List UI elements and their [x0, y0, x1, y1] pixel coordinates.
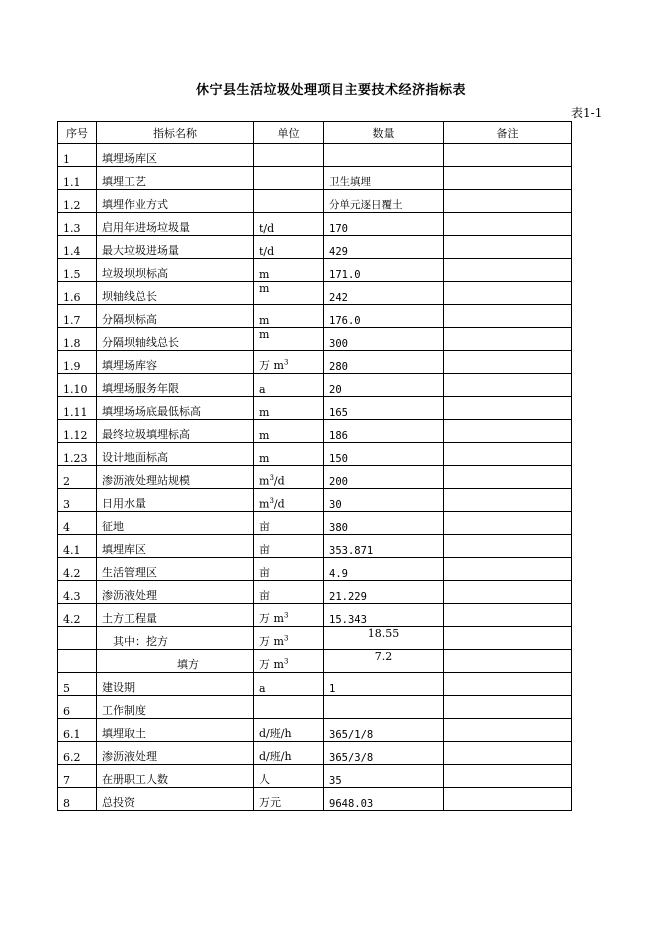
row-note: [444, 213, 572, 236]
table-row: [58, 466, 572, 489]
table-row: [58, 305, 572, 328]
row-quantity: 35: [324, 765, 444, 788]
table-row: [58, 328, 572, 351]
row-quantity: [324, 696, 444, 719]
table-row: [58, 650, 572, 673]
row-quantity: 20: [324, 374, 444, 397]
row-indicator-name: 填方: [97, 650, 254, 673]
row-note: [444, 512, 572, 535]
row-unit: 亩: [254, 512, 324, 535]
table-number: 表1-1: [571, 106, 603, 120]
row-unit: t/d: [254, 236, 324, 259]
row-indicator-name: 生活管理区: [97, 558, 254, 581]
row-note: [444, 535, 572, 558]
row-note: [444, 305, 572, 328]
page-title: 休宁县生活垃圾处理项目主要技术经济指标表: [195, 83, 466, 98]
row-quantity: 380: [324, 512, 444, 535]
row-indicator-name: 征地: [97, 512, 254, 535]
row-note: [444, 328, 572, 351]
header-qty: 数量: [324, 122, 444, 144]
row-quantity: 353.871: [324, 535, 444, 558]
row-unit: d/班/h: [254, 742, 324, 765]
row-number: 6.2: [58, 742, 97, 765]
row-unit: a: [254, 673, 324, 696]
table-row: [58, 512, 572, 535]
table-row: [58, 282, 572, 305]
row-unit: 亩: [254, 581, 324, 604]
row-number: 8: [58, 788, 97, 811]
row-indicator-name: 填埋库区: [97, 535, 254, 558]
row-quantity: 分单元逐日覆土: [324, 190, 444, 213]
row-unit: t/d: [254, 213, 324, 236]
table-row: [58, 420, 572, 443]
table-row: [58, 788, 572, 811]
row-indicator-name: 渗沥液处理: [97, 742, 254, 765]
row-indicator-name: 填埋取土: [97, 719, 254, 742]
row-indicator-name: 工作制度: [97, 696, 254, 719]
row-number: 1.2: [58, 190, 97, 213]
row-unit: [254, 190, 324, 213]
table-header-row: [58, 122, 572, 144]
row-quantity: 150: [324, 443, 444, 466]
row-indicator-name: 填埋场库容: [97, 351, 254, 374]
row-note: [444, 489, 572, 512]
table-row: [58, 765, 572, 788]
row-note: [444, 443, 572, 466]
row-note: [444, 765, 572, 788]
row-number: 4.3: [58, 581, 97, 604]
row-note: [444, 236, 572, 259]
row-number: 2: [58, 466, 97, 489]
row-note: [444, 650, 572, 673]
row-quantity: 30: [324, 489, 444, 512]
row-number: 1.6: [58, 282, 97, 305]
unit-superscript: 3: [283, 611, 289, 620]
table-row: [58, 535, 572, 558]
row-number: 1.9: [58, 351, 97, 374]
table-row: [58, 673, 572, 696]
row-note: [444, 604, 572, 627]
row-note: [444, 282, 572, 305]
table-row: [58, 144, 572, 167]
unit-superscript: 3: [283, 634, 289, 643]
row-note: [444, 742, 572, 765]
row-quantity: 365/1/8: [324, 719, 444, 742]
row-number: [58, 650, 97, 673]
row-indicator-name: 日用水量: [97, 489, 254, 512]
table-row: [58, 397, 572, 420]
row-number: 4.2: [58, 558, 97, 581]
row-number: 1: [58, 144, 97, 167]
row-indicator-name: 填埋工艺: [97, 167, 254, 190]
row-indicator-name: 填埋场服务年限: [97, 374, 254, 397]
row-quantity: 18.55: [324, 627, 444, 650]
unit-superscript: 3: [269, 474, 274, 483]
table-row: [58, 190, 572, 213]
row-unit: 亩: [254, 535, 324, 558]
row-number: 1.10: [58, 374, 97, 397]
row-number: 1.5: [58, 259, 97, 282]
row-quantity: 21.229: [324, 581, 444, 604]
row-unit: 万元: [254, 788, 324, 811]
row-quantity: 171.0: [324, 259, 444, 282]
row-indicator-name: 分隔坝轴线总长: [97, 328, 254, 351]
row-indicator-name: 启用年进场垃圾量: [97, 213, 254, 236]
row-note: [444, 259, 572, 282]
header-name: 指标名称: [97, 122, 254, 144]
table-row: [58, 604, 572, 627]
row-number: 4.1: [58, 535, 97, 558]
table-row: [58, 489, 572, 512]
row-unit: [254, 167, 324, 190]
row-quantity: 429: [324, 236, 444, 259]
row-note: [444, 788, 572, 811]
unit-superscript: 3: [283, 657, 289, 666]
row-unit: 万 $m^3$: [254, 650, 324, 673]
row-number: 1.7: [58, 305, 97, 328]
row-number: 6.1: [58, 719, 97, 742]
header-no: 序号: [58, 122, 97, 144]
row-indicator-name: 填埋场场底最低标高: [97, 397, 254, 420]
row-indicator-name: 土方工程量: [97, 604, 254, 627]
row-indicator-name: 设计地面标高: [97, 443, 254, 466]
row-number: 7: [58, 765, 97, 788]
table-row: [58, 351, 572, 374]
row-indicator-name: 渗沥液处理站规模: [97, 466, 254, 489]
row-indicator-name: 垃圾坝坝标高: [97, 259, 254, 282]
row-quantity: 1: [324, 673, 444, 696]
row-unit: [254, 696, 324, 719]
row-note: [444, 420, 572, 443]
row-note: [444, 696, 572, 719]
unit-superscript: 3: [269, 497, 274, 506]
row-indicator-name: 最大垃圾进场量: [97, 236, 254, 259]
row-number: 1.4: [58, 236, 97, 259]
table-row: [58, 627, 572, 650]
row-unit: a: [254, 374, 324, 397]
row-quantity: 165: [324, 397, 444, 420]
row-unit: $m^3/d$: [254, 489, 324, 512]
table-row: [58, 259, 572, 282]
row-number: 4.2: [58, 604, 97, 627]
row-note: [444, 190, 572, 213]
row-unit: m: [254, 328, 324, 351]
row-unit: m: [254, 397, 324, 420]
row-note: [444, 627, 572, 650]
row-number: 3: [58, 489, 97, 512]
row-quantity: 176.0: [324, 305, 444, 328]
row-unit: [254, 144, 324, 167]
row-unit: 万 $m^3$: [254, 351, 324, 374]
unit-suffix: /d: [273, 475, 285, 488]
row-note: [444, 719, 572, 742]
row-indicator-name: 最终垃圾填埋标高: [97, 420, 254, 443]
row-unit: m: [254, 305, 324, 328]
row-quantity: 200: [324, 466, 444, 489]
row-unit: 亩: [254, 558, 324, 581]
row-note: [444, 351, 572, 374]
row-quantity: 7.2: [324, 650, 444, 673]
row-quantity: 9648.03: [324, 788, 444, 811]
row-quantity: 242: [324, 282, 444, 305]
row-number: 4: [58, 512, 97, 535]
row-number: 5: [58, 673, 97, 696]
row-indicator-name: 填埋作业方式: [97, 190, 254, 213]
row-number: 1.1: [58, 167, 97, 190]
row-unit: m: [254, 443, 324, 466]
row-unit: m: [254, 259, 324, 282]
indicator-table: [57, 121, 572, 811]
row-note: [444, 167, 572, 190]
table-row: [58, 236, 572, 259]
table-row: [58, 558, 572, 581]
row-unit: m: [254, 282, 324, 305]
row-indicator-name: 渗沥液处理: [97, 581, 254, 604]
row-unit: 人: [254, 765, 324, 788]
row-indicator-name: 坝轴线总长: [97, 282, 254, 305]
row-number: 1.8: [58, 328, 97, 351]
row-quantity: 4.9: [324, 558, 444, 581]
row-unit: d/班/h: [254, 719, 324, 742]
row-note: [444, 673, 572, 696]
row-quantity: 15.343: [324, 604, 444, 627]
row-note: [444, 581, 572, 604]
row-indicator-name: 其中：挖方: [97, 627, 254, 650]
row-quantity: 365/3/8: [324, 742, 444, 765]
table-row: [58, 742, 572, 765]
row-indicator-name: 总投资: [97, 788, 254, 811]
row-number: 1.23: [58, 443, 97, 466]
table-row: [58, 167, 572, 190]
row-note: [444, 466, 572, 489]
table-row: [58, 719, 572, 742]
header-unit: 单位: [254, 122, 324, 144]
row-unit: m: [254, 420, 324, 443]
row-number: [58, 627, 97, 650]
row-note: [444, 374, 572, 397]
unit-suffix: /d: [273, 498, 285, 511]
row-note: [444, 397, 572, 420]
table-row: [58, 374, 572, 397]
row-note: [444, 144, 572, 167]
row-quantity: 300: [324, 328, 444, 351]
row-unit: 万 $m^3$: [254, 627, 324, 650]
row-quantity: 卫生填埋: [324, 167, 444, 190]
table-row: [58, 443, 572, 466]
row-number: 6: [58, 696, 97, 719]
row-number: 1.11: [58, 397, 97, 420]
row-indicator-name: 建设期: [97, 673, 254, 696]
table-row: [58, 213, 572, 236]
unit-superscript: 3: [283, 358, 289, 367]
row-quantity: 170: [324, 213, 444, 236]
header-note: 备注: [444, 122, 572, 144]
table-row: [58, 581, 572, 604]
row-unit: $m^3/d$: [254, 466, 324, 489]
row-indicator-name: 分隔坝标高: [97, 305, 254, 328]
row-number: 1.12: [58, 420, 97, 443]
row-indicator-name: 在册职工人数: [97, 765, 254, 788]
row-quantity: 186: [324, 420, 444, 443]
row-number: 1.3: [58, 213, 97, 236]
row-unit: 万 $m^3$: [254, 604, 324, 627]
row-quantity: [324, 144, 444, 167]
row-quantity: 280: [324, 351, 444, 374]
row-note: [444, 558, 572, 581]
table-row: [58, 696, 572, 719]
row-indicator-name: 填埋场库区: [97, 144, 254, 167]
